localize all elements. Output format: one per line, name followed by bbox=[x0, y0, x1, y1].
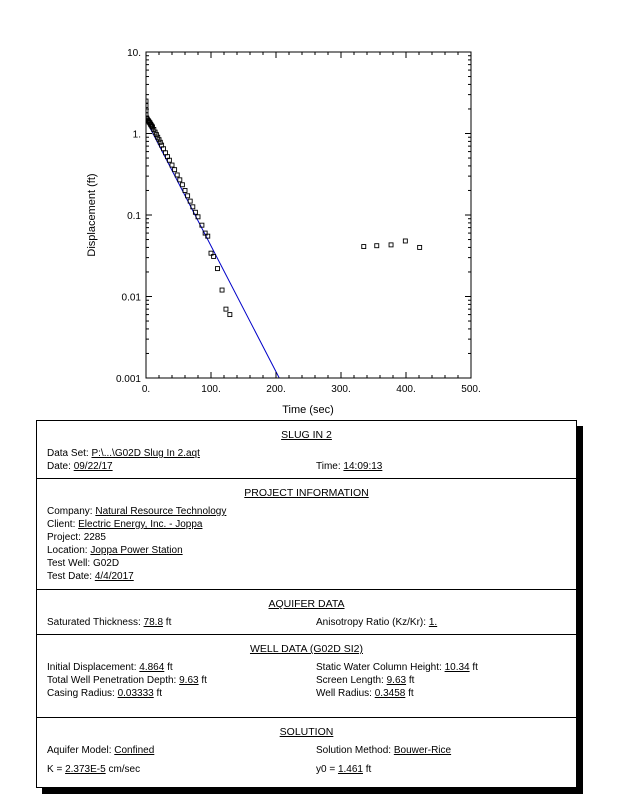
data-point bbox=[228, 313, 232, 317]
data-point bbox=[180, 183, 184, 187]
section-slug bbox=[37, 421, 576, 479]
section-well bbox=[37, 635, 576, 718]
penetration-depth-label: Total Well Penetration Depth: bbox=[47, 675, 177, 686]
project-label: Project: bbox=[47, 532, 81, 543]
y-tick-label: 0.1 bbox=[127, 211, 141, 222]
project-row bbox=[47, 532, 106, 543]
data-point bbox=[158, 140, 162, 144]
anisotropy-label: Anisotropy Ratio (Kz/Kr): bbox=[316, 617, 427, 628]
solution-method-value: Bouwer-Rice bbox=[393, 745, 452, 756]
time-row bbox=[316, 461, 382, 472]
data-point bbox=[362, 245, 366, 249]
report-panel bbox=[36, 420, 577, 788]
casing-radius-label: Casing Radius: bbox=[47, 688, 115, 699]
static-water-value: 10.34 bbox=[444, 662, 470, 673]
date-row bbox=[47, 461, 113, 472]
y-tick-label: 1. bbox=[132, 129, 141, 141]
solution-method-label: Solution Method: bbox=[316, 745, 392, 756]
y-axis-label: Displacement (ft) bbox=[86, 173, 98, 257]
section-title: PROJECT INFORMATION bbox=[244, 487, 369, 499]
x-tick-label: 500. bbox=[461, 384, 481, 395]
time-value: 14:09:13 bbox=[343, 461, 383, 472]
data-point bbox=[154, 133, 158, 137]
data-point bbox=[178, 178, 182, 182]
data-point bbox=[389, 243, 393, 247]
section-title: SOLUTION bbox=[279, 726, 334, 738]
x-axis-label: Time (sec) bbox=[282, 404, 334, 416]
casing-radius-unit: ft bbox=[156, 688, 163, 699]
penetration-depth-value: 9.63 bbox=[179, 675, 199, 686]
section-aquifer bbox=[37, 590, 576, 635]
section-solution bbox=[37, 718, 576, 787]
saturated-thickness-unit: ft bbox=[165, 617, 172, 628]
company-row bbox=[47, 506, 226, 517]
data-point bbox=[175, 173, 179, 177]
y0-value: 1.461 bbox=[337, 764, 363, 775]
initial-displacement-value: 4.864 bbox=[139, 662, 165, 673]
company-label: Company: bbox=[47, 506, 93, 517]
company-value: Natural Resource Technology bbox=[95, 506, 227, 517]
initial-displacement-label: Initial Displacement: bbox=[47, 662, 137, 673]
x-tick-label: 0. bbox=[141, 384, 151, 395]
project-value: 2285 bbox=[83, 532, 106, 543]
date-label: Date: bbox=[47, 461, 71, 472]
saturated-thickness-row bbox=[47, 617, 171, 628]
y-tick-label: 0.01 bbox=[121, 292, 141, 304]
penetration-depth-unit: ft bbox=[201, 675, 207, 686]
anisotropy-value: 1. bbox=[428, 617, 438, 628]
section-project bbox=[37, 479, 576, 590]
static-water-row bbox=[316, 662, 478, 673]
client-row bbox=[47, 519, 202, 530]
screen-length-value: 9.63 bbox=[386, 675, 407, 686]
date-value: 09/22/17 bbox=[73, 461, 113, 472]
well-radius-label: Well Radius: bbox=[316, 688, 372, 699]
conductivity-value: 2.373E-5 bbox=[65, 764, 106, 775]
x-tick-label: 200. bbox=[266, 384, 286, 395]
conductivity-label: K bbox=[47, 764, 54, 775]
data-point bbox=[403, 239, 407, 243]
y-tick-label: 10. bbox=[127, 48, 141, 59]
screen-length-unit: ft bbox=[408, 675, 415, 686]
anisotropy-row bbox=[316, 617, 437, 628]
well-radius-unit: ft bbox=[408, 688, 414, 699]
data-point bbox=[153, 130, 157, 134]
solution-method-row bbox=[316, 745, 451, 756]
initial-displacement-row bbox=[47, 662, 173, 673]
data-point bbox=[224, 307, 228, 311]
x-tick-label: 400. bbox=[396, 384, 416, 395]
location-row bbox=[47, 545, 183, 556]
conductivity-row bbox=[47, 764, 140, 775]
client-label: Client: bbox=[47, 519, 76, 530]
casing-radius-value: 0.03333 bbox=[117, 688, 154, 699]
static-water-unit: ft bbox=[472, 662, 478, 673]
data-point bbox=[418, 245, 422, 249]
initial-displacement-unit: ft bbox=[167, 662, 173, 673]
static-water-label: Static Water Column Height: bbox=[316, 662, 442, 673]
screen-length-label: Screen Length: bbox=[316, 675, 384, 686]
test-date-value: 4/4/2017 bbox=[94, 571, 134, 582]
well-radius-row bbox=[316, 688, 414, 699]
data-point bbox=[173, 168, 177, 172]
data-point bbox=[375, 244, 379, 248]
y0-label: y0 = bbox=[316, 764, 338, 775]
test-well-label: Test Well: bbox=[47, 558, 91, 569]
penetration-depth-row bbox=[47, 675, 207, 686]
client-value: Electric Energy, Inc. - Joppa bbox=[78, 519, 203, 530]
test-well-value: G02D bbox=[92, 558, 120, 569]
conductivity-equals: = bbox=[53, 764, 66, 775]
data-set-label: Data Set: bbox=[47, 448, 89, 459]
data-set-row bbox=[47, 448, 200, 459]
y0-unit: ft bbox=[365, 764, 372, 775]
x-tick-label: 100. bbox=[201, 384, 221, 395]
test-well-row bbox=[47, 558, 119, 569]
aquifer-model-label: Aquifer Model: bbox=[47, 745, 112, 756]
saturated-thickness-value: 78.8 bbox=[143, 617, 164, 628]
saturated-thickness-label: Saturated Thickness: bbox=[47, 617, 141, 628]
x-tick-label: 300. bbox=[331, 384, 351, 395]
y-tick-label: 0.001 bbox=[115, 374, 141, 385]
location-label: Location: bbox=[47, 545, 88, 556]
data-point bbox=[170, 163, 174, 167]
data-point bbox=[216, 267, 220, 271]
aquifer-model-row bbox=[47, 745, 154, 756]
test-date-label: Test Date: bbox=[47, 571, 93, 582]
y0-row bbox=[316, 764, 371, 775]
conductivity-unit: cm/sec bbox=[108, 764, 141, 775]
casing-radius-row bbox=[47, 688, 162, 699]
data-set-value: P:\...\G02D Slug In 2.aqt bbox=[91, 448, 200, 459]
location-value: Joppa Power Station bbox=[90, 545, 183, 556]
section-title: AQUIFER DATA bbox=[268, 598, 345, 610]
screen-length-row bbox=[316, 675, 414, 686]
aquifer-model-value: Confined bbox=[114, 745, 155, 756]
test-date-row bbox=[47, 571, 134, 582]
section-title: SLUG IN 2 bbox=[281, 429, 332, 441]
section-title: WELL DATA (G02D SI2) bbox=[249, 643, 363, 655]
time-label: Time: bbox=[316, 461, 341, 472]
well-radius-value: 0.3458 bbox=[374, 688, 406, 699]
data-point bbox=[220, 288, 224, 292]
